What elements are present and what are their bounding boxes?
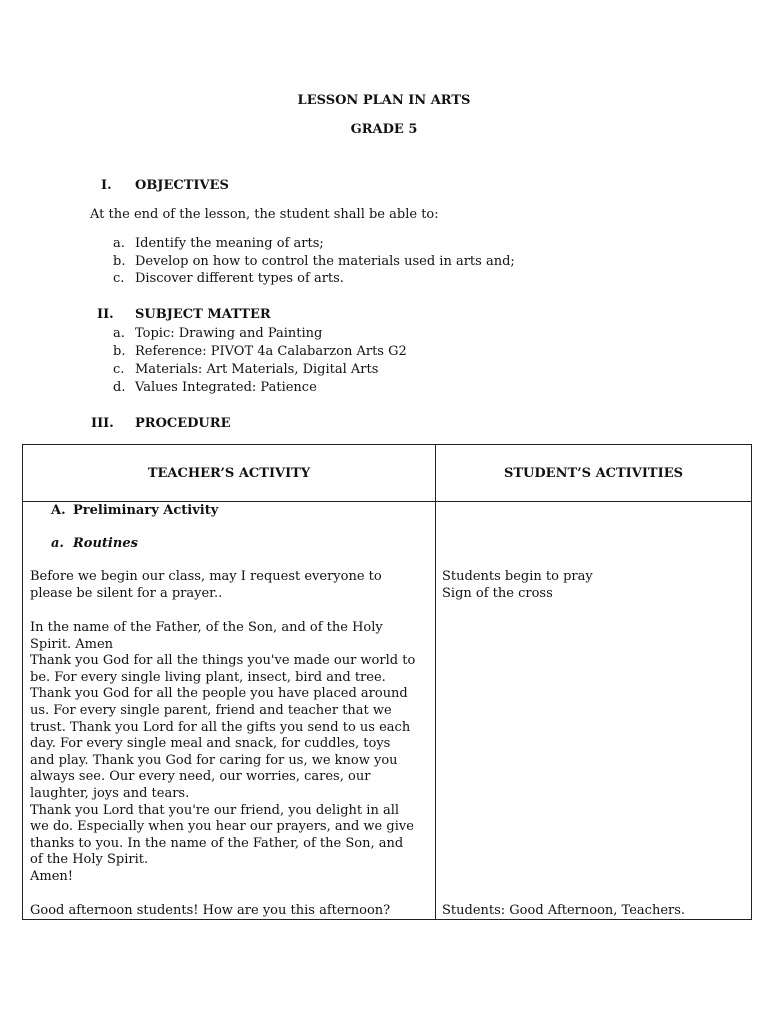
table-header-row [23,445,752,502]
teacher-greeting: Good afternoon students! How are you this afternoon? [30,903,391,918]
objective-item [113,254,515,269]
document-title: LESSON PLAN IN ARTS [297,93,471,108]
list-letter: b. [113,344,126,359]
objective-item [113,236,324,251]
student-activities-cell [436,502,752,920]
subsection-heading [51,536,138,553]
list-text: Discover different types of arts. [135,271,344,286]
student-pray [442,569,593,602]
teacher-prayer [30,620,415,886]
section-heading [51,503,218,520]
section-title: Preliminary Activity [73,503,219,518]
text-line: us. For every single parent, friend and teacher that we [30,702,392,718]
text-line: trust. Thank you Lord for all the gifts you send to us each [30,719,411,735]
text-line: Students begin to pray [442,569,593,584]
list-letter: a. [113,326,125,341]
text-line: Thank you God for all the things you've made our world to [30,653,416,669]
list-text: Develop on how to control the materials used in arts and; [135,254,515,269]
objectives-numeral: I. [101,178,112,193]
student-greeting: Students: Good Afternoon, Teachers. [442,903,686,918]
grade-label: GRADE 5 [350,122,418,137]
text-line: Spirit. Amen [30,636,114,652]
procedure-numeral: III. [91,416,114,431]
text-line: thanks to you. In the name of the Father, of the Son, and [30,835,404,851]
text-line: be. For every single living plant, insect, bird and tree. [30,669,386,685]
student-activities-header: STUDENT’S ACTIVITIES [436,445,752,502]
section-letter: A. [51,503,66,518]
text-line: of the Holy Spirit. [30,852,149,868]
text-line: Thank you Lord that you're our friend, you delight in all [30,802,400,818]
procedure-heading: PROCEDURE [135,416,231,431]
list-text: Reference: PIVOT 4a Calabarzon Arts G2 [135,344,407,359]
text-line: Thank you God for all the people you have placed around [30,686,408,702]
subject-item [113,326,322,341]
teacher-request [30,569,382,602]
subject-item [113,362,378,377]
table-row [23,502,752,920]
text-line: Before we begin our class, may I request everyone to [30,569,382,584]
text-line: and play. Thank you God for caring for us, we know you [30,752,398,768]
subsection-title: Routines [73,536,138,551]
procedure-table [22,444,752,920]
text-line: day. For every single meal and snack, for cuddles, toys [30,736,391,752]
list-letter: a. [113,236,125,251]
list-letter: c. [113,362,125,377]
subject-matter-numeral: II. [97,307,114,322]
list-text: Topic: Drawing and Painting [135,326,323,341]
teacher-activity-cell [23,502,436,920]
text-line: Amen! [30,868,74,884]
list-letter: c. [113,271,125,286]
objectives-intro: At the end of the lesson, the student shall be able to: [90,207,439,222]
text-line: In the name of the Father, of the Son, and of the Holy [30,620,383,635]
text-line: always see. Our every need, our worries, cares, our [30,769,371,785]
list-letter: b. [113,254,126,269]
text-line: please be silent for a prayer.. [30,585,223,601]
text-line: we do. Especially when you hear our prayers, and we give [30,819,414,835]
subject-item [113,344,407,359]
subject-item [113,380,317,395]
list-letter: d. [113,380,126,395]
list-text: Values Integrated: Patience [135,380,317,395]
subsection-letter: a. [51,536,64,551]
teacher-activity-header: TEACHER’S ACTIVITY [23,445,436,502]
objectives-heading: OBJECTIVES [135,178,229,193]
subject-matter-heading: SUBJECT MATTER [135,307,271,322]
list-text: Identify the meaning of arts; [135,236,324,251]
text-line: Sign of the cross [442,585,553,601]
text-line: laughter, joys and tears. [30,785,190,801]
list-text: Materials: Art Materials, Digital Arts [135,362,379,377]
objective-item [113,271,344,286]
